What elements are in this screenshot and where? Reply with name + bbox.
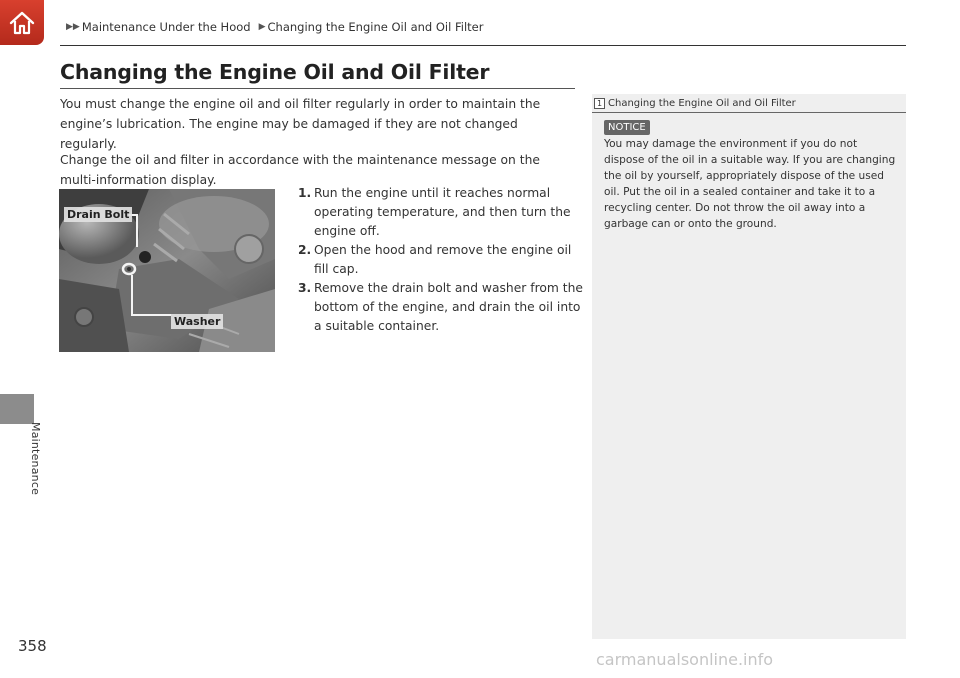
section-tab[interactable]: [0, 394, 34, 424]
step-text: Open the hood and remove the engine oil fill cap.: [314, 243, 572, 276]
sidebar-heading: [592, 94, 906, 113]
sidebar-heading-text: Changing the Engine Oil and Oil Filter: [608, 97, 796, 109]
step-text: Run the engine until it reaches normal operating temperature, and then turn the engine off.: [314, 186, 571, 238]
page-number: 358: [18, 637, 47, 655]
header-divider: [60, 45, 906, 46]
step-item: [298, 241, 583, 279]
watermark: carmanualsonline.info: [596, 650, 774, 669]
drain-bolt-callout: Drain Bolt: [64, 207, 132, 222]
breadcrumb: [66, 20, 483, 34]
step-number: 2.: [298, 243, 312, 257]
intro-paragraph: You must change the engine oil and oil filter regularly in order to maintain the engine’s lubrication. The engine may be damaged if they are not changed regularly.: [60, 97, 541, 151]
step-number: 3.: [298, 281, 312, 295]
breadcrumb-item-current[interactable]: Changing the Engine Oil and Oil Filter: [267, 20, 484, 34]
breadcrumb-arrow-icon: ▶: [258, 22, 266, 32]
step-item: [298, 279, 583, 336]
engine-underside-photo: [59, 189, 275, 352]
home-button[interactable]: [0, 0, 44, 45]
washer-callout: Washer: [171, 314, 223, 329]
notice-sidebar: [592, 94, 906, 639]
step-number: 1.: [298, 186, 312, 200]
section-label: Maintenance: [29, 422, 42, 496]
page-title: Changing the Engine Oil and Oil Filter: [60, 60, 490, 84]
title-divider: [60, 88, 575, 89]
step-item: [298, 184, 583, 241]
notice-text: You may damage the environment if you do not dispose of the oil in a suitable way. If you are changing the oil by yourself, appropriately dispose of the used oil. Put the oil in a sealed container and take it to a recycling center. Do not throw the oil away into a garbage can or onto the ground.: [604, 138, 896, 230]
maintenance-paragraph: Change the oil and filter in accordance with the maintenance message on the multi-information display.: [60, 153, 540, 187]
step-text: Remove the drain bolt and washer from the bottom of the engine, and drain the oil into a suitable container.: [314, 281, 583, 333]
breadcrumb-item-maintenance-under-hood[interactable]: Maintenance Under the Hood: [81, 20, 251, 34]
reference-marker-icon: 1: [594, 98, 605, 109]
home-icon: [7, 8, 37, 38]
notice-badge: NOTICE: [604, 120, 650, 135]
procedure-steps: [298, 184, 583, 336]
breadcrumb-arrow-icon: ▶▶: [66, 22, 80, 32]
